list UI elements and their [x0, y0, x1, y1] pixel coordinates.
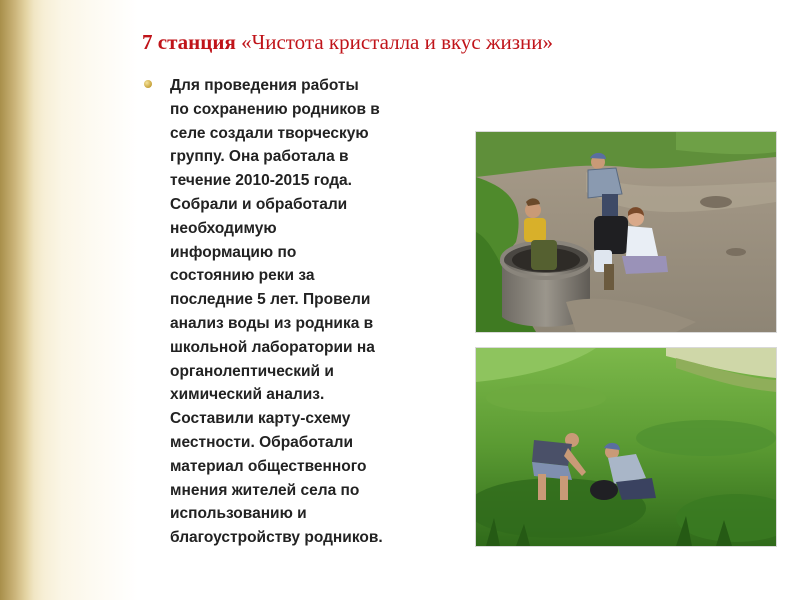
- decorative-left-band: [0, 0, 138, 600]
- slide-title: [142, 30, 782, 55]
- bullet-icon: [144, 80, 152, 88]
- body-paragraph: Для проведения работы по сохранению родников в селе создали творческую группу. Она работала в течение 2010-2015 года. Собрали и обработали необходимую информацию по состоянию реки за последние 5 лет. Провели анализ воды из родника в школьной лаборатории на органолептический и химический анализ. Составили карту-схему местности. Обработали материал общественного мнения жителей села по использованию и благоустройству родников.: [170, 77, 383, 547]
- station-name: «Чистота кристалла и вкус жизни»: [241, 30, 554, 54]
- photo-slope-cleanup: [476, 348, 776, 546]
- station-number: 7 станция: [142, 30, 236, 54]
- photo-well-cleaning: [476, 132, 776, 332]
